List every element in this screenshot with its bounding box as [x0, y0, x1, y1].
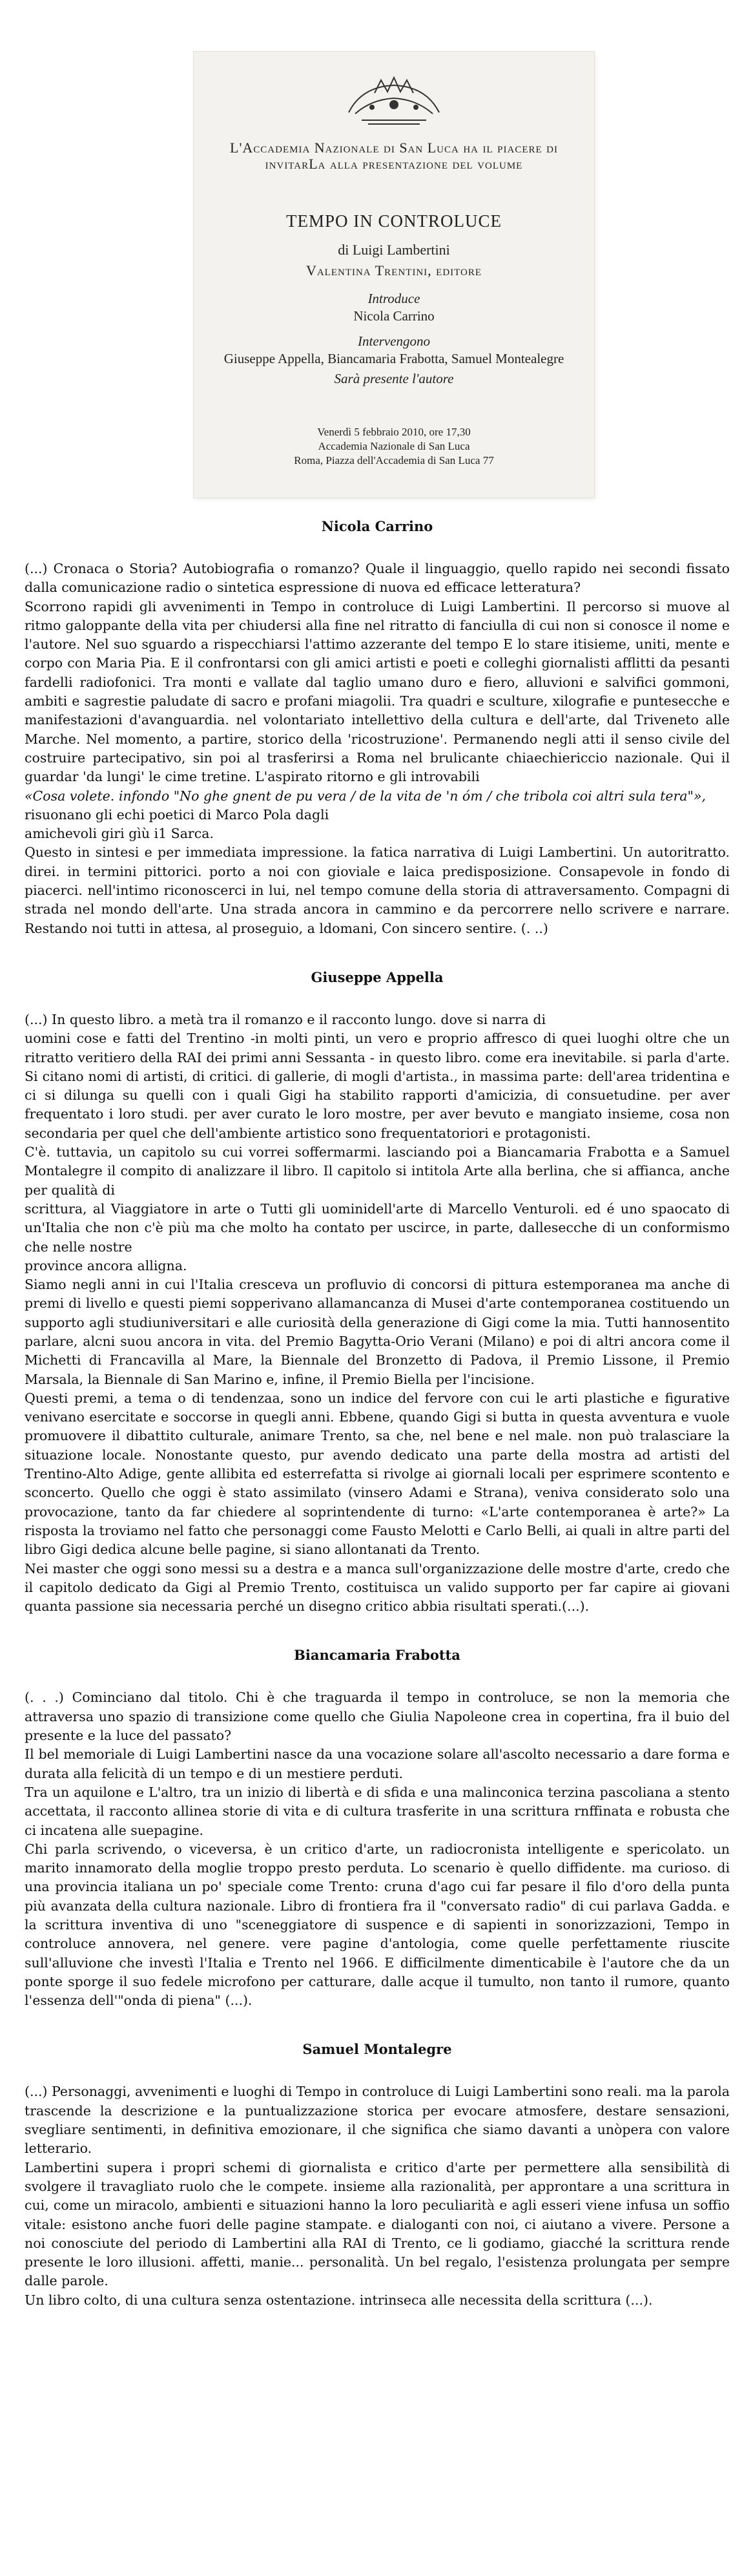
paragraph: uomini cose e fatti del Trentino -in molti pinti, un vero e proprio affresco di quei luoghi oltre che un ritratto veritiero della RAI dei primi anni Sessanta - in questo libro. come era inevitabile. si parla d'arte. Si citano nomi di artisti, di critici. di gallerie, di mogli d'artista., in massima parte: dell'area tridentina e ci si dilunga su quelli con i quali Gigi ha stabilito rapporti d'amicizia, di consuetudine. per aver frequentato i loro studi. per aver curato le loro mostre, per aver bevuto e mangiato insieme, cosa non secondaria per quel che dell'ambiente artistico sono frequentatoriori e protagonisti.: [25, 1031, 730, 1141]
event-address: Roma, Piazza dell'Accademia di San Luca 77: [294, 454, 494, 466]
paragraph: (. . .) Cominciano dal titolo. Chi è che traguarda il tempo in controluce, se non la memoria che attraversa uno spazio di transizione come quello che Giulia Napoleone crea in copertina, fra il buio del presente e la luce del passato?: [25, 1690, 730, 1744]
paragraph: Nei master che oggi sono messi su a destra e a manca sull'organizzazione delle mostre d'arte, credo che il capitolo dedicato da Gigi al Premio Trento, costituisca un valido supporto per far capire ai giovani quanta passione sia necessaria perché un disegno critico abbia risultati sperati.(...).: [25, 1560, 730, 1615]
section-title: Biancamaria Frabotta: [294, 1647, 460, 1664]
author-presence-note: Sarà presente l'autore: [334, 370, 454, 386]
academy-emblem-icon: [336, 74, 452, 128]
paragraph: (...) In questo libro. a metà tra il romanzo e il racconto lungo. dove si narra di: [25, 1011, 546, 1027]
introduce-name: Nicola Carrino: [353, 308, 435, 324]
invitation-hosts-line: L'Accademia Nazionale di San Luca ha il piacere di invitarLa alla presentazione del volume: [230, 140, 558, 173]
section-nicola-carrino: [25, 517, 730, 938]
paragraph: Siamo negli anni in cui l'Italia cresceva un profluvio di concorsi di pittura estemporanea ma anche di premi di livello e questi piemi sopperivano allamancanza di Musei d'arte contemporanea costituendo un supporto agli studiuniversitari e alle curiosità della generazione di Gigi come la mia. Tutti hannosentito parlare, alcni suou ancora in vita. del Premio Bagytta-Orio Verani (Milano) e poi di altri ancora come il Michetti di Francavilla al Mare, la Biennale del Bronzetto di Padova, il Premio Lissone, il Premio Marsala, la Biennale di San Marino e, infine, il Premio Biella per l'incisione.: [25, 1277, 730, 1387]
paragraph: Scorrono rapidi gli avvenimenti in Tempo in controluce di Luigi Lambertini. Il percorso si muove al ritmo galoppante della vita per chiudersi alla fine nel ritratto di fanciulla di cui non si conosce il nome e l'autore. Nel suo sguardo a rispecchiarsi l'attimo azzerante del tempo E lo stare itisieme, uniti, mente e corpo con Maria Pia. E il confrontarsi con gli amici artisti e poeti e colleghi giornalisti afflitti da pesanti fardelli radiofonici. Tra monti e vallate dal taglio umano duro e fiero, alluvioni e salvifici gommoni, ambiti e sagrestie paludate di sacro e profani miagolii. Tra quadri e sculture, xilografie e puntesecche e manifestazioni d'avanguardia. nel volontariato intellettivo della cultura e dell'arte, dal Triveneto alle Marche. Nel momento, a partire, storico della 'ricostruzione'. Permanendo negli atti il senso civile del costruire partecipativo, sin poi al trasferirsi a Roma nel brulicante chiaechiericcio nazionale. Qui il guardar 'da lungi' le cime tretine. L'aspirato ritorno e gli introvabili: [25, 598, 730, 785]
article-body: [25, 517, 730, 2340]
speakers-names: Giuseppe Appella, Biancamaria Frabotta, Samuel Montealegre: [223, 350, 564, 366]
paragraph: risuonano gli echi poetici di Marco Pola dagli: [25, 806, 329, 822]
paragraph: Un libro colto, di una cultura senza ostentazione. intrinseca alle necessita della scrittura (...).: [25, 2292, 653, 2308]
paragraph: amichevoli giri gìù i1 Sarca.: [25, 826, 214, 842]
paragraph: (...) Cronaca o Storia? Autobiografia o romanzo? Quale il linguaggio, quello rapido nei secondi fissato dalla comunicazione radio o sintetica espressione di nuova ed efficace letteratura?: [25, 561, 730, 596]
book-title: TEMPO IN CONTROLUCE: [286, 211, 502, 231]
paragraph: province ancora alligna.: [25, 1257, 187, 1273]
paragraph: C'è. tuttavia, un capitolo su cui vorrei soffermarmi. lasciando poi a Biancamaria Frabotta e a Samuel Montalegre il compito di analizzare il libro. Il capitolo si intitola Arte alla berlina, che si affianca, anche per qualità di: [25, 1144, 730, 1198]
section-biancamaria-frabotta: [25, 1646, 730, 2010]
paragraph: scrittura, al Viaggiatore in arte o Tutti gli uominidell'arte di Marcello Venturoli. ed é uno spaocato di un'Italia che non c'è più ma che molto ha contato per uscirce, in parte, dallesecche di un conformismo che nelle nostre: [25, 1200, 730, 1255]
section-samuel-montalegre: [25, 2040, 730, 2310]
paragraph: (...) Personaggi, avvenimenti e luoghi di Tempo in controluce di Luigi Lambertini sono reali. ma la parola trascende la descrizione e la puntualizzazione storica per evocare atmosfere, destare sensazioni, svegliare sentimenti, in definitiva emozionare, il che significa che siamo davanti a unòpera con valore letterario.: [25, 2084, 730, 2157]
quote-line: «Cosa volete. infondo "No ghe gnent de pu vera / de la vita de 'n óm / che tribola coi altri sula tera"»,: [25, 788, 707, 804]
paragraph: Questo in sintesi e per immediata impressione. la fatica narrativa di Luigi Lambertini. Un autoritratto. direi. in termini pittorici. porto a noi con gioviale e laica predisposizione. Consapevole in fondo di piacerci. nell'intimo riconoscerci in lui, nel tempo comune della storia di attraversamento. Compagni di strada nel mondo dell'arte. Una strada ancora in cammino e da percorrere nello scrivere e narrare. Restando noi tutti in attesa, al proseguio, a ldomani, Con sincero sentire. (. ..): [25, 844, 730, 936]
book-editor: Valentina Trentini, editore: [305, 262, 482, 278]
paragraph: Chi parla scrivendo, o viceversa, è un critico d'arte, un radiocronista intelligente e spericolato. un marito innamorato della moglie troppo presto perduta. Lo scenario è quello diffidente. ma curioso. di una provincia italiana un po' speciale come Trento: cruna d'ago cui far pesare il filo d'oro della punta più avanzata della cultura nazionale. Libro di frontiera fra il "conversato radio" di cui parlava Gadda. e la scrittura inventiva di uno "sceneggiatore di suspence e di sapienti in sonorizzazioni, Tempo in controluce annovera, nel genere. vere pagine d'antologia, come quelle perfettamente riuscite sull'alluvione che investì l'Italia e Trento nel 1966. E difficilmente dimenticabile è l'autore che da un ponte sporge il suo fedele microfono per catturare, dalle acque il tumulto, non tanto il rumore, quanto l'essenza dell'"onda di piena" (...).: [25, 1841, 730, 2009]
paragraph: Questi premi, a tema o di tendenzaa, sono un indice del fervore con cui le arti plastiche e figurative venivano esercitate e soccorse in quegli anni. Ebbene, quando Gigi si butta in questa avventura e vuole promuovere il dibattito culturale, animare Trento, sa che, nel bene e nel male. non può tralasciare la situazione locale. Nonostante questo, pur avendo dedicato una parte della mostra ad artisti del Trentino-Alto Adige, gente allibita ed esterrefatta si rivolge ai giornali locali per esprimere scontento e sconcerto. Quello che oggi è stato assimilato (vinsero Adami e Strana), veniva considerato solo una provocazione, tanto da far chiedere al soprintendente di turno: «L'arte contemporanea è arte?» La risposta la troviamo nel fatto che personaggi come Fausto Melotti e Carlo Belli, ai quali in altre parti del libro Gigi dedica alcune belle pagine, si siano allontanati da Trento.: [25, 1390, 730, 1558]
speakers-label: Intervengono: [358, 333, 430, 349]
section-title: Nicola Carrino: [321, 518, 433, 534]
paragraph: Lambertini supera i propri schemi di giornalista e critico d'arte per permettere alla sensibilità di svolgere il travagliato ruolo che le compete. insieme alla razionalità, per approntare a una scrittura in cui, come un miracolo, ambienti e situazioni hanno la loro peculiarità e agli esseri viene infusa un soffio vitale: esistono anche fuori delle pagine stampate. e dialoganti con noi, ci aiutano a vivere. Persone a noi conosciute del periodo di Lambertini alla RAI di Trento, ce li godiamo, giacché la scrittura rende presente le loro illusioni. affetti, manie... personalità. Un bel regalo, l'esistenza prolungata per sempre dalle parole.: [25, 2159, 730, 2289]
section-title: Samuel Montalegre: [302, 2041, 452, 2058]
section-giuseppe-appella: [25, 968, 730, 1617]
event-venue: Accademia Nazionale di San Luca: [318, 439, 470, 452]
paragraph: Il bel memoriale di Luigi Lambertini nasce da una vocazione solare all'ascolto necessario a dare forma e durata alla felicità di un tempo e di un mestiere perduti.: [25, 1746, 730, 1781]
section-title: Giuseppe Appella: [311, 969, 444, 985]
paragraph: Tra un aquilone e L'altro, tra un inizio di libertà e di sfida e una malinconica terzina pascoliana a stento accettata, il racconto allinea storie di vita e di cultura trasferite in una scrittura rnffinata e robusta che ci incatena alle suepagine.: [25, 1784, 730, 1838]
book-author: di Luigi Lambertini: [338, 241, 450, 258]
invitation-card: [194, 52, 594, 497]
event-date: Venerdì 5 febbraio 2010, ore 17,30: [317, 425, 471, 438]
introduce-label: Introduce: [367, 290, 420, 306]
